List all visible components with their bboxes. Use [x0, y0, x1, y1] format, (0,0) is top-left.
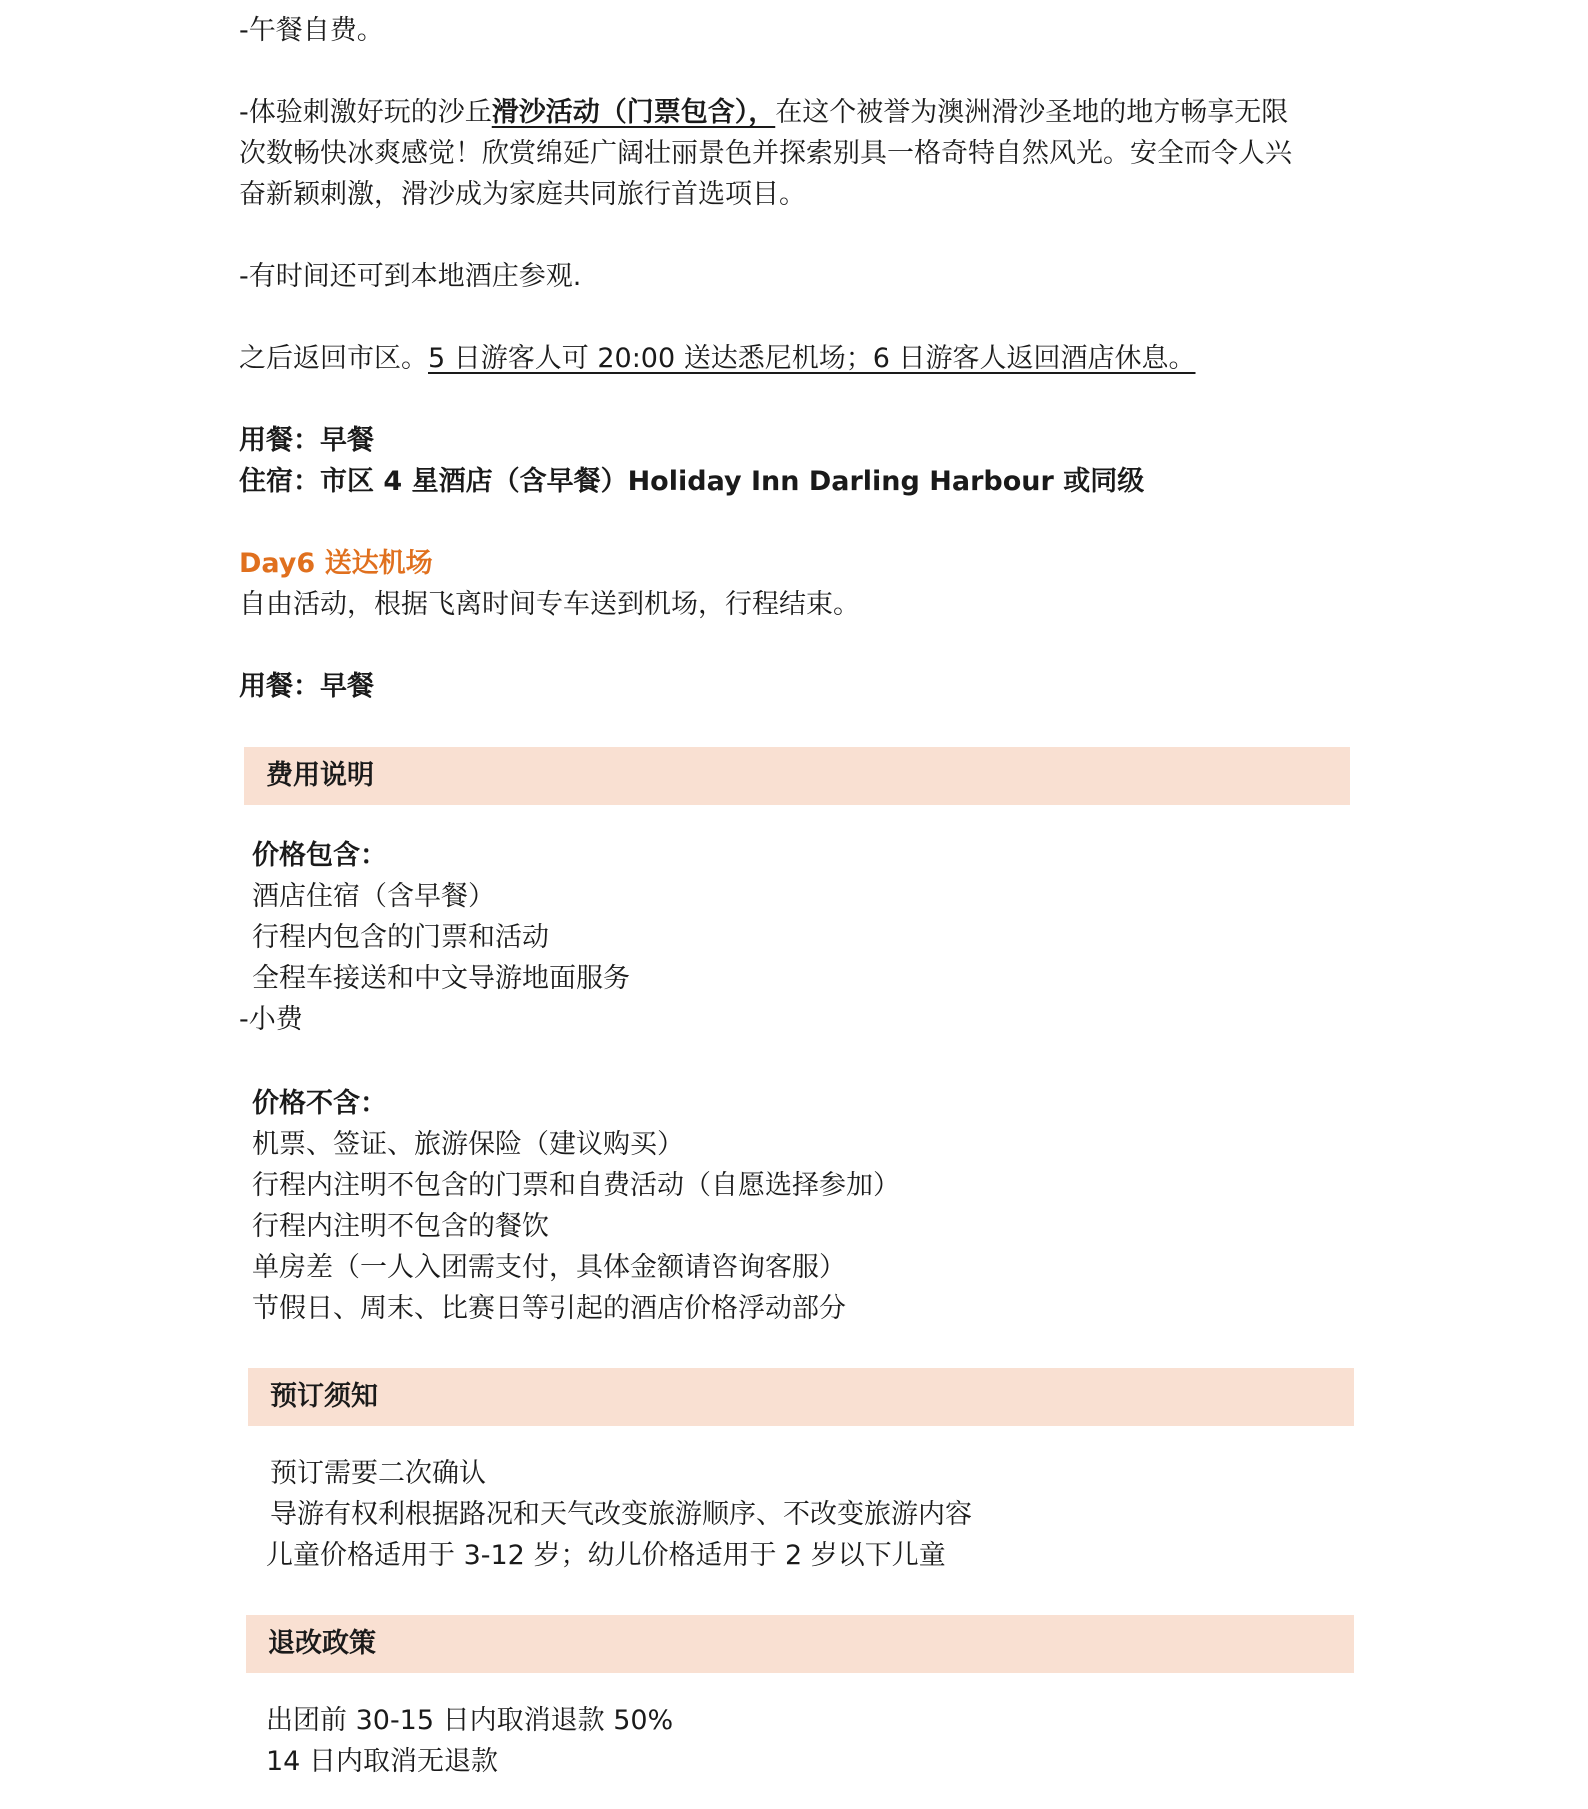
lunch-note: -午餐自费。: [239, 15, 384, 46]
tip-line: -小费: [239, 1004, 303, 1035]
fees-header-band: [244, 747, 1350, 805]
refund-item: 14 日内取消无退款: [266, 1746, 498, 1777]
refund-header-band: [246, 1615, 1354, 1673]
included-item: 行程内包含的门票和活动: [252, 922, 549, 953]
sandboard-highlight: 滑沙活动（门票包含），: [491, 97, 776, 128]
sandboard-line-2: 次数畅快冰爽感觉！欣赏绵延广阔壮丽景色并探索别具一格奇特自然风光。安全而令人兴: [239, 138, 1292, 169]
sandboard-line-3: 奋新颖刺激，滑沙成为家庭共同旅行首选项目。: [239, 179, 806, 210]
return-underlined: 5 日游客人可 20:00 送达悉尼机场；6 日游客人返回酒店休息。: [428, 343, 1196, 374]
sandboard-line-1: [239, 92, 1288, 133]
excluded-item: 行程内注明不包含的门票和自费活动（自愿选择参加）: [252, 1170, 900, 1201]
winery-note: -有时间还可到本地酒庄参观.: [239, 261, 582, 292]
booking-item: 预订需要二次确认: [270, 1458, 486, 1489]
return-line: [239, 338, 1196, 379]
excluded-title: 价格不含：: [252, 1088, 387, 1119]
fees-header: 费用说明: [266, 760, 374, 791]
booking-item: 儿童价格适用于 3-12 岁；幼儿价格适用于 2 岁以下儿童: [266, 1540, 946, 1571]
excluded-item: 单房差（一人入团需支付，具体金额请咨询客服）: [252, 1252, 846, 1283]
sandboard-prefix: -体验刺激好玩的沙丘: [239, 97, 492, 128]
included-title: 价格包含：: [252, 840, 387, 871]
day5-lodging: 住宿：市区 4 星酒店（含早餐）Holiday Inn Darling Harbour 或同级: [239, 466, 1145, 497]
refund-header: 退改政策: [268, 1628, 376, 1659]
day6-meals: 用餐：早餐: [239, 671, 374, 702]
excluded-item: 行程内注明不包含的餐饮: [252, 1211, 549, 1242]
day6-desc: 自由活动，根据飞离时间专车送到机场，行程结束。: [239, 589, 860, 620]
excluded-item: 机票、签证、旅游保险（建议购买）: [252, 1129, 684, 1160]
return-prefix: 之后返回市区。: [239, 343, 428, 374]
day6-title: Day6 送达机场: [239, 548, 433, 579]
booking-header: 预订须知: [270, 1381, 378, 1412]
refund-item: 出团前 30-15 日内取消退款 50%: [266, 1705, 674, 1736]
included-item: 酒店住宿（含早餐）: [252, 881, 495, 912]
day5-meals: 用餐：早餐: [239, 425, 374, 456]
sandboard-rest: 在这个被誉为澳洲滑沙圣地的地方畅享无限: [775, 97, 1289, 128]
booking-header-band: [248, 1368, 1354, 1426]
included-item: 全程车接送和中文导游地面服务: [252, 963, 630, 994]
excluded-item: 节假日、周末、比赛日等引起的酒店价格浮动部分: [252, 1293, 846, 1324]
booking-item: 导游有权利根据路况和天气改变旅游顺序、不改变旅游内容: [270, 1499, 972, 1530]
